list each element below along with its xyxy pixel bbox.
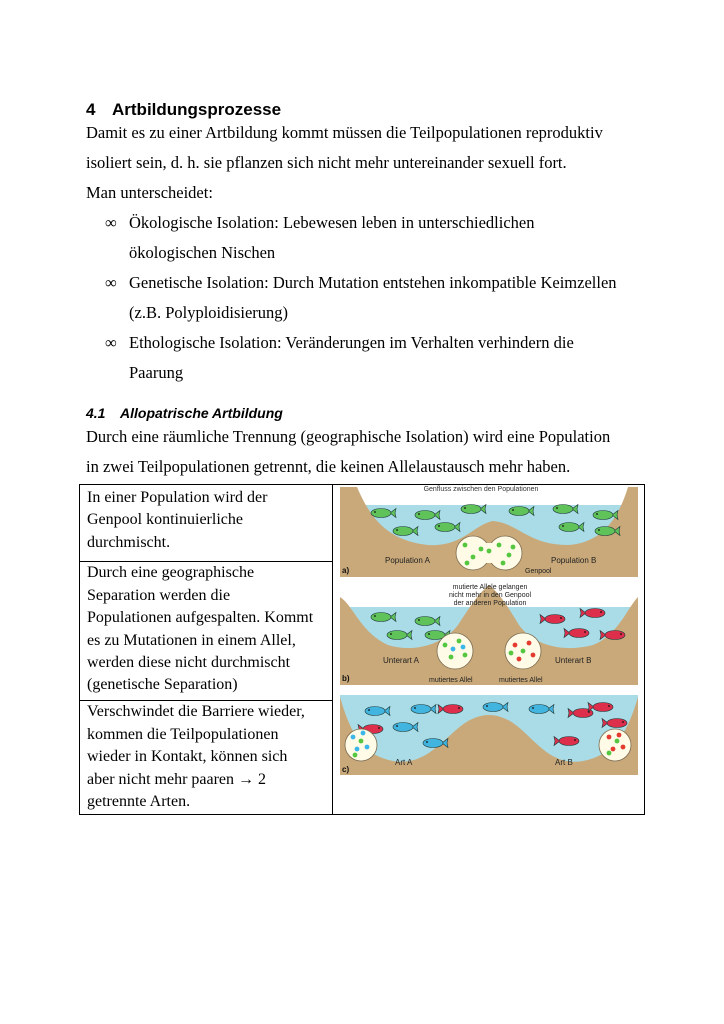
figure-label: mutiertes Allel <box>429 677 473 684</box>
bullet-text: Ökologische Isolation: Lebewesen leben in unterschiedlichen <box>129 213 535 232</box>
cell-line: Separation werden die <box>87 586 231 604</box>
allopatric-speciation-figure <box>333 485 644 809</box>
allele-dot <box>611 747 616 752</box>
cell-line: durchmischt. <box>87 533 171 551</box>
bullet-item <box>105 268 645 328</box>
allele-dot <box>479 547 484 552</box>
panel-letter: b) <box>342 674 350 683</box>
allele-dot <box>471 555 476 560</box>
bullet-text: ökologischen Nischen <box>129 243 276 262</box>
figure-label: mutiertes Allel <box>499 677 543 684</box>
allele-dot <box>451 647 456 652</box>
figure-label: Unterart A <box>383 656 420 665</box>
cell-line: Genpool kontinuierliche <box>87 511 243 529</box>
figure-label: der anderen Population <box>453 600 527 607</box>
allele-dot <box>617 733 622 738</box>
genpool-circle <box>599 729 631 761</box>
figure-label: Genfluss zwischen den Populationen <box>423 486 539 493</box>
allele-dot <box>517 657 522 662</box>
speciation-table <box>79 484 645 815</box>
figure-label: nicht mehr in den Genpool <box>448 592 532 599</box>
allele-dot <box>443 643 448 648</box>
table-cell <box>80 701 333 815</box>
cell-line: aber nicht mehr paaren → 2 <box>87 770 267 788</box>
allele-dot <box>513 643 518 648</box>
panel-a <box>340 486 638 577</box>
figure-label: Population A <box>385 556 430 565</box>
subsection-heading <box>86 405 283 421</box>
subsection-intro-line: Durch eine räumliche Trennung (geographische Isolation) wird eine Population <box>86 427 611 446</box>
figure-label: Art A <box>395 758 413 767</box>
allele-dot <box>521 649 526 654</box>
allele-dot <box>449 655 454 660</box>
allele-dot <box>359 739 364 744</box>
figure-label: mutierte Allele gelangen <box>452 584 528 591</box>
cell-line: Verschwindet die Barriere wieder, <box>87 703 305 721</box>
bullet-text: Paarung <box>129 363 184 382</box>
allele-dot <box>351 735 356 740</box>
allele-dot <box>361 731 366 736</box>
panel-b <box>340 584 638 685</box>
allele-dot <box>501 561 506 566</box>
allele-dot <box>355 747 360 752</box>
bullet-item <box>105 328 645 388</box>
bullet-text: (z.B. Polyploidisierung) <box>129 303 289 322</box>
cell-line: (genetische Separation) <box>87 676 238 694</box>
figure-cell <box>333 485 645 815</box>
table-row <box>80 485 645 562</box>
allele-dot <box>365 745 370 750</box>
bullet-text: Ethologische Isolation: Veränderungen im Verhalten verhindern die <box>129 333 574 352</box>
allele-dot <box>461 645 466 650</box>
figure-label: Art B <box>555 758 573 767</box>
allele-dot <box>463 653 468 658</box>
allele-dot <box>507 553 512 558</box>
bullet-symbol: ∞ <box>105 333 117 352</box>
panel-c <box>340 695 638 775</box>
table-cell <box>80 485 333 562</box>
section-intro-line: Man unterscheidet: <box>86 183 213 202</box>
figure-label: Unterart B <box>555 656 592 665</box>
allele-dot <box>463 543 468 548</box>
bullet-item <box>105 208 645 268</box>
table-cell <box>80 562 333 701</box>
cell-line: kommen die Teilpopulationen <box>87 725 279 743</box>
allele-dot <box>497 543 502 548</box>
allele-dot <box>511 545 516 550</box>
section-heading <box>86 100 281 120</box>
cell-line: wieder in Kontakt, können sich <box>87 748 288 766</box>
panel-letter: c) <box>342 765 350 774</box>
genpool-circle <box>437 633 473 669</box>
bullet-symbol: ∞ <box>105 273 117 292</box>
allele-dot <box>457 639 462 644</box>
allele-dot <box>621 745 626 750</box>
cell-line: In einer Population wird der <box>87 489 268 506</box>
allele-dot <box>615 739 620 744</box>
cell-line: es zu Mutationen in einem Allel, <box>87 631 296 649</box>
allele-dot <box>527 641 532 646</box>
cell-line: getrennte Arten. <box>87 792 191 810</box>
subsection-number: 4.1 <box>86 405 106 421</box>
allele-dot <box>509 651 514 656</box>
panel-letter: a) <box>342 566 350 575</box>
subsection-intro-line: in zwei Teilpopulationen getrennt, die keinen Allelaustausch mehr haben. <box>86 457 571 476</box>
cell-line: Durch eine geographische <box>87 564 255 582</box>
allele-dot <box>353 753 358 758</box>
section-intro-line: Damit es zu einer Artbildung kommt müssen die Teilpopulationen reproduktiv <box>86 123 603 142</box>
cell-line: Populationen aufgespalten. Kommt <box>87 609 314 627</box>
bullet-text: Genetische Isolation: Durch Mutation entstehen inkompatible Keimzellen <box>129 273 617 292</box>
allele-dot <box>531 653 536 658</box>
section-intro-line: isoliert sein, d. h. sie pflanzen sich nicht mehr untereinander sexuell fort. <box>86 153 567 172</box>
section-number: 4 <box>86 100 96 119</box>
figure-label: Population B <box>551 556 597 565</box>
cell-line: werden diese nicht durchmischt <box>87 654 291 672</box>
allele-dot <box>487 549 492 554</box>
allele-dot <box>465 561 470 566</box>
subsection-title: Allopatrische Artbildung <box>120 405 283 421</box>
bullet-symbol: ∞ <box>105 213 117 232</box>
section-title: Artbildungsprozesse <box>112 100 282 119</box>
allele-dot <box>607 751 612 756</box>
allele-dot <box>607 735 612 740</box>
figure-label: Genpool <box>525 568 552 575</box>
